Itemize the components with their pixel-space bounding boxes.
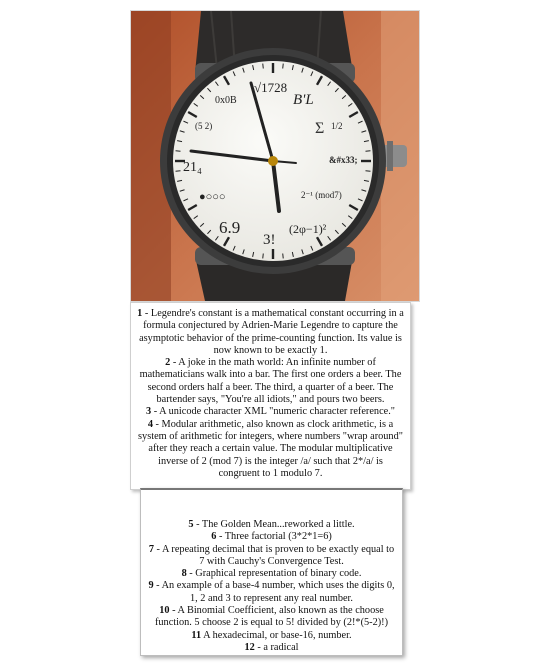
minute-tick [365,171,370,172]
marking-upper-left: (5 2) [195,121,213,131]
minute-tick [263,253,264,258]
note-12: 12 - a radical [244,641,299,653]
marking-bottom-left: 6.9 [219,218,241,237]
marking-top-left: 0x0B [215,95,237,106]
note-2: 2 - A joke in the math world: An infinite number of mathematicians walk into a bar. The first one orders a beer. The second orders half a beer. The third, a quarter of a beer. The bartender says, "You're all idiots," and pours two beers. [139,357,402,406]
note-9: 9 - An example of a base-4 number, which uses the digits 0, 1, 2 and 3 to represent any real number. [148,580,395,604]
note-3: 3 - A unicode character XML "numeric character reference." [145,406,395,418]
sigma-icon: Σ [315,120,325,137]
marking-right-lower: 2⁻¹ (mod7) [301,190,342,200]
watch-photo [130,10,420,302]
note-11: 11 A hexadecimal, or base-16, number. [191,629,352,641]
note-8: 8 - Graphical representation of binary code. [181,568,362,580]
marking-left-mid: 21₄ [183,160,202,175]
marking-bottom-right: (2φ−1)² [289,222,327,236]
minute-tick [263,64,264,69]
note-1: 1 - Legendre's constant is a mathematical constant occurring in a formula conjectured by Adrien-Marie Legendre to capture the asymptotic behavior of the prime-counting function. Its value is now known to be exactly 1. [137,308,404,356]
minute-tick [365,151,370,152]
notes-block-5-12 [145,519,398,654]
note-5: 5 - The Golden Mean...reworked a little. [188,519,355,530]
notes-block-1-4 [137,308,404,480]
marking-top: √1728 [254,80,288,95]
marking-right-mid: &#x33; [329,155,358,165]
minute-tick [283,253,284,258]
marking-bottom: 3! [263,232,276,248]
notes-panel-top [130,302,411,490]
note-6: 6 - Three factorial (3*2*1=6) [211,531,332,543]
note-4: 4 - Modular arithmetic, also known as clock arithmetic, is a system of arithmetic for integers, where numbers "wrap around" after they reach a certain value. The modular multiplicative inverse of 2 (mod 7) is the integer /a/ such that 2*/a/ is congruent to 1 modulo 7. [138,418,403,479]
marking-top-right: B'L [293,92,314,108]
notes-panel-bottom [140,488,403,656]
marking-left-binary: ●○○○ [199,191,226,203]
minute-tick [176,171,181,172]
minute-tick [283,64,284,69]
note-7: 7 - A repeating decimal that is proven to be exactly equal to 7 with Cauchy's Convergence Test. [148,543,395,567]
watch-illustration [131,11,419,301]
marking-right-top: 1/2 [331,121,343,131]
minute-tick [176,151,181,152]
note-10: 10 - A Binomial Coefficient, also known as the choose function. 5 choose 2 is equal to 5! divided by (2!*(5-2)!) [154,605,389,629]
